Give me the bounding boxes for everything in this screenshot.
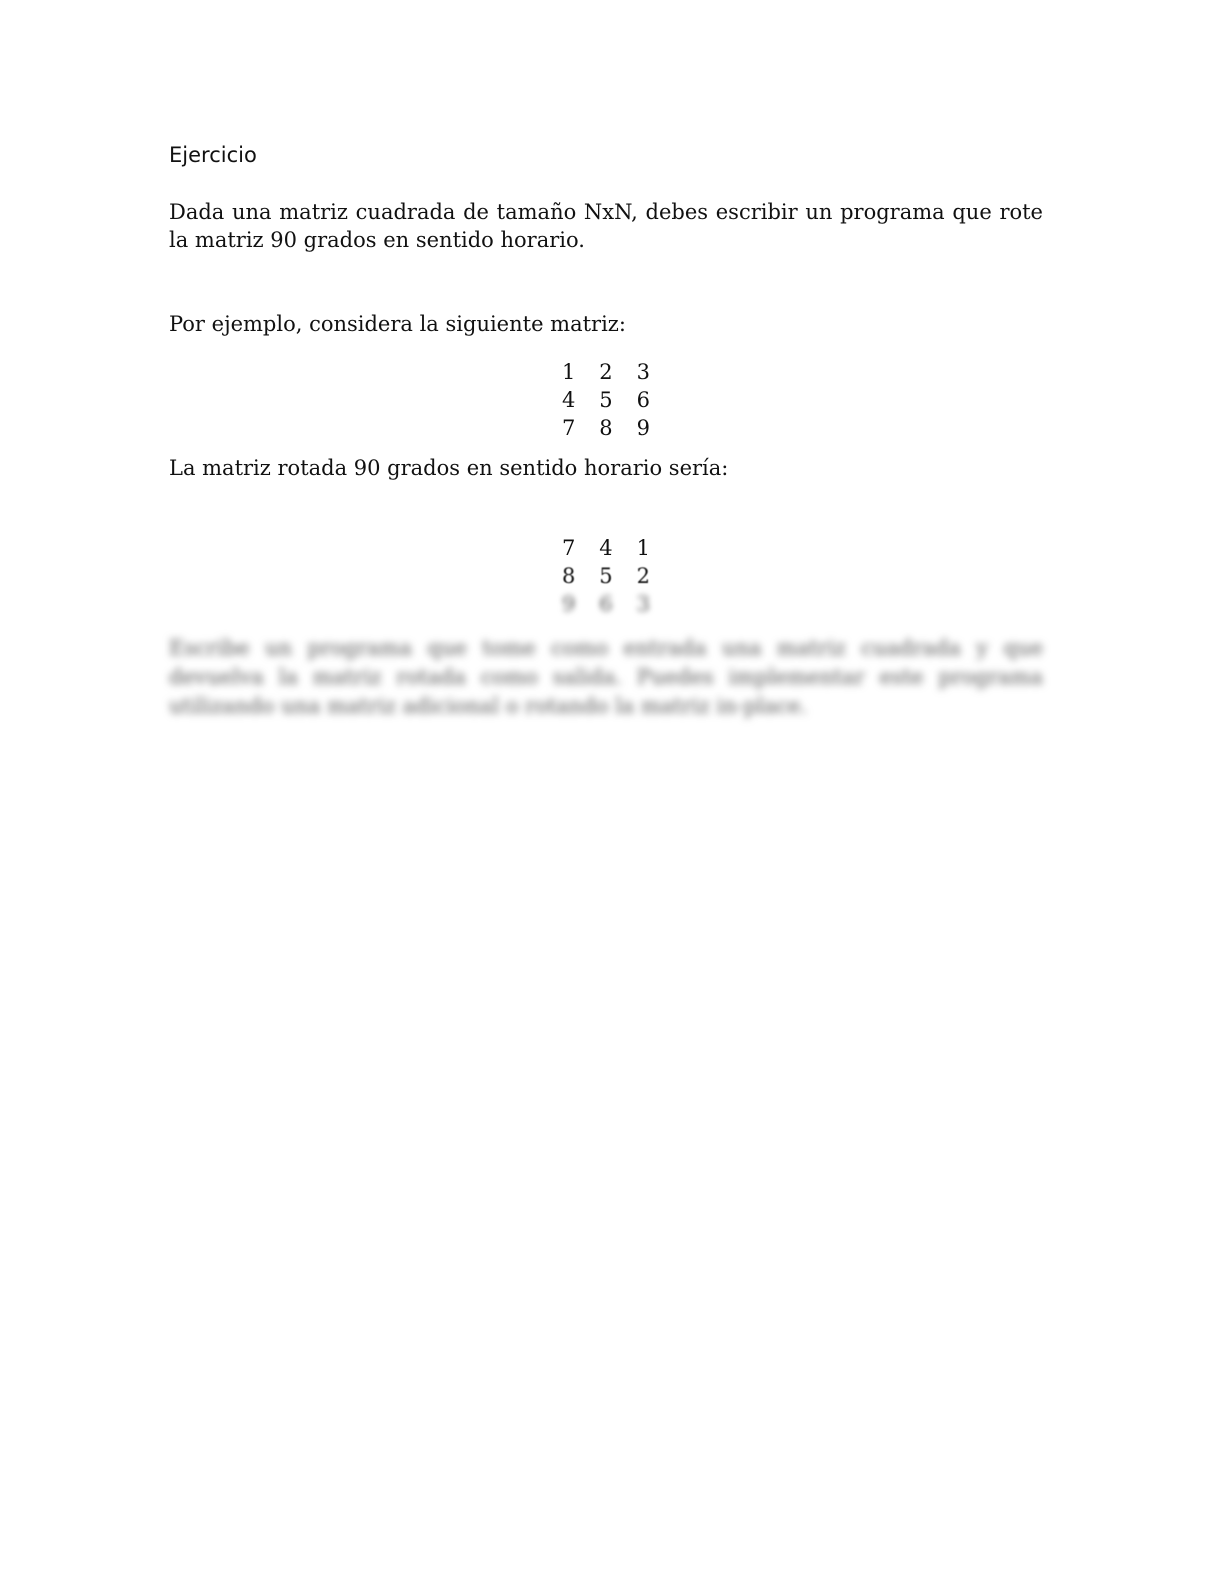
original-matrix [550, 358, 662, 442]
matrix-cell: 1 [561, 360, 576, 384]
matrix-cell: 4 [599, 536, 613, 560]
matrix-cell: 5 [599, 564, 613, 588]
matrix-cell: 3 [636, 360, 651, 384]
matrix-cell: 8 [599, 416, 613, 440]
document-content [169, 140, 1043, 742]
matrix-cell: 2 [636, 564, 651, 588]
matrix-row [550, 386, 662, 414]
example-intro: Por ejemplo, considera la siguiente matriz: [169, 312, 626, 336]
matrix-cell: 5 [599, 388, 613, 412]
matrix-cell: 4 [561, 388, 576, 412]
matrix-row [550, 562, 662, 590]
matrix-cell: 9 [636, 416, 651, 440]
matrix-cell: 9 [561, 592, 576, 616]
matrix-cell: 7 [561, 416, 576, 440]
blurred-paragraph: Escribe un programa que tome como entrada una matriz cuadrada y que devuelva la matriz rotada como salida. Puedes implementar este programa utilizando una matriz adicional o rotando la matriz in-place. [169, 636, 1043, 718]
matrix-row [550, 590, 662, 618]
matrix-cell: 6 [599, 592, 613, 616]
rotated-intro: La matriz rotada 90 grados en sentido horario sería: [169, 456, 729, 480]
matrix-row [550, 534, 662, 562]
intro-paragraph: Dada una matriz cuadrada de tamaño NxN, debes escribir un programa que rote la matriz 90 grados en sentido horario. [169, 200, 1043, 252]
rotated-matrix [550, 534, 662, 618]
matrix-cell: 1 [636, 536, 651, 560]
matrix-cell: 7 [561, 536, 576, 560]
matrix-row [550, 358, 662, 386]
matrix-cell: 2 [599, 360, 613, 384]
matrix-cell: 6 [636, 388, 651, 412]
matrix-cell: 8 [561, 564, 576, 588]
matrix-cell: 3 [636, 592, 651, 616]
matrix-row [550, 414, 662, 442]
exercise-heading: Ejercicio [169, 143, 257, 167]
